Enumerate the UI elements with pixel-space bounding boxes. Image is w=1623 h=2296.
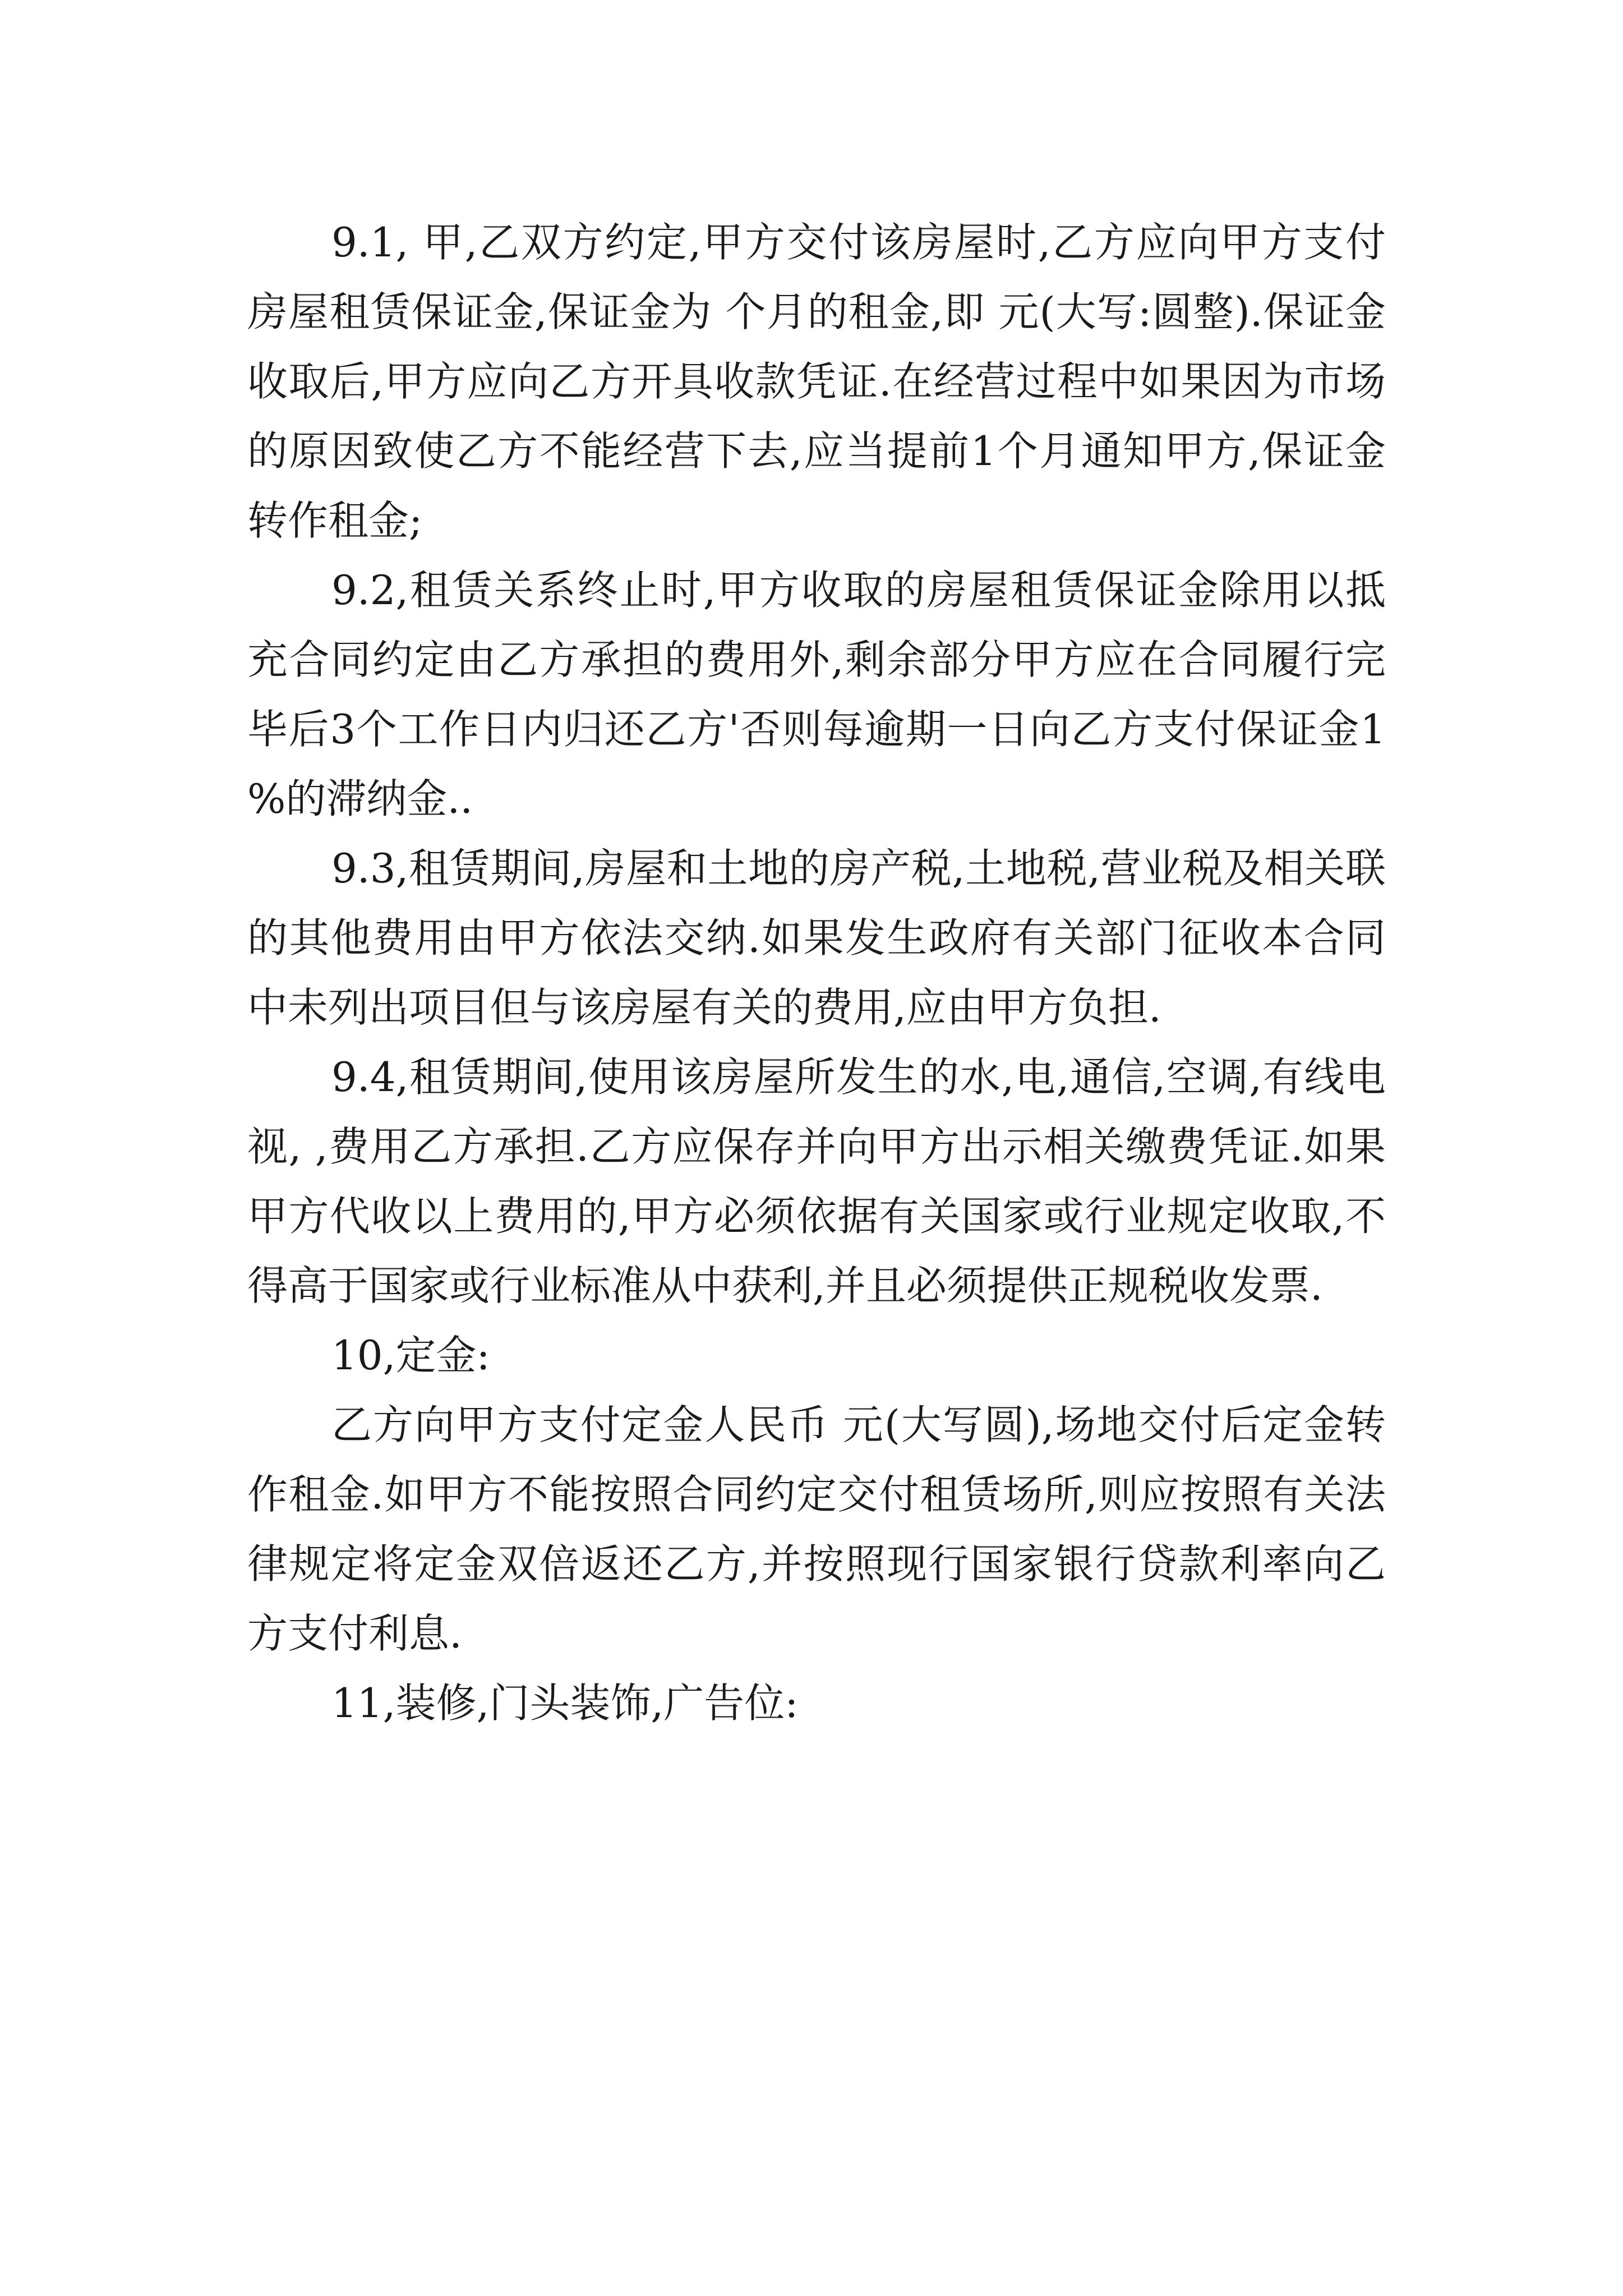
clause-9-4-paragraph: 9.4,租赁期间,使用该房屋所发生的水,电,通信,空调,有线电视, ,费用乙方承担.乙方应保存并向甲方出示相关缴费凭证.如果甲方代收以上费用的,甲方必须依据有关国家或行业规定收取,不得高于国家或行业标准从中获利,并且必须提供正规税收发票.	[247, 1053, 1386, 1309]
clause-9-2-paragraph: 9.2,租赁关系终止时,甲方收取的房屋租赁保证金除用以抵充合同约定由乙方承担的费用外,剩余部分甲方应在合同履行完毕后3个工作日内归还乙方'否则每逾期一日向乙方支付保证金1%的滞纳金..	[247, 567, 1386, 822]
section-11-heading: 11,装修,门头装饰,广告位:	[331, 1680, 799, 1727]
section-10-heading: 10,定金:	[331, 1332, 490, 1379]
clause-9-1-paragraph: 9.1, 甲,乙双方约定,甲方交付该房屋时,乙方应向甲方支付房屋租赁保证金,保证金为 个月的租金,即 元(大写:圆整).保证金收取后,甲方应向乙方开具收款凭证.在经营过程中如果因为市场的原因致使乙方不能经营下去,应当提前1个月通知甲方,保证金转作租金;	[247, 219, 1386, 544]
contract-body	[247, 208, 1386, 1738]
clause-9-3-paragraph: 9.3,租赁期间,房屋和土地的房产税,土地税,营业税及相关联的其他费用由甲方依法交纳.如果发生政府有关部门征收本合同中未列出项目但与该房屋有关的费用,应由甲方负担.	[247, 845, 1386, 1031]
deposit-paragraph: 乙方向甲方支付定金人民币 元(大写圆),场地交付后定金转作租金.如甲方不能按照合同约定交付租赁场所,则应按照有关法律规定将定金双倍返还乙方,并按照现行国家银行贷款利率向乙方支付利息.	[247, 1401, 1386, 1657]
